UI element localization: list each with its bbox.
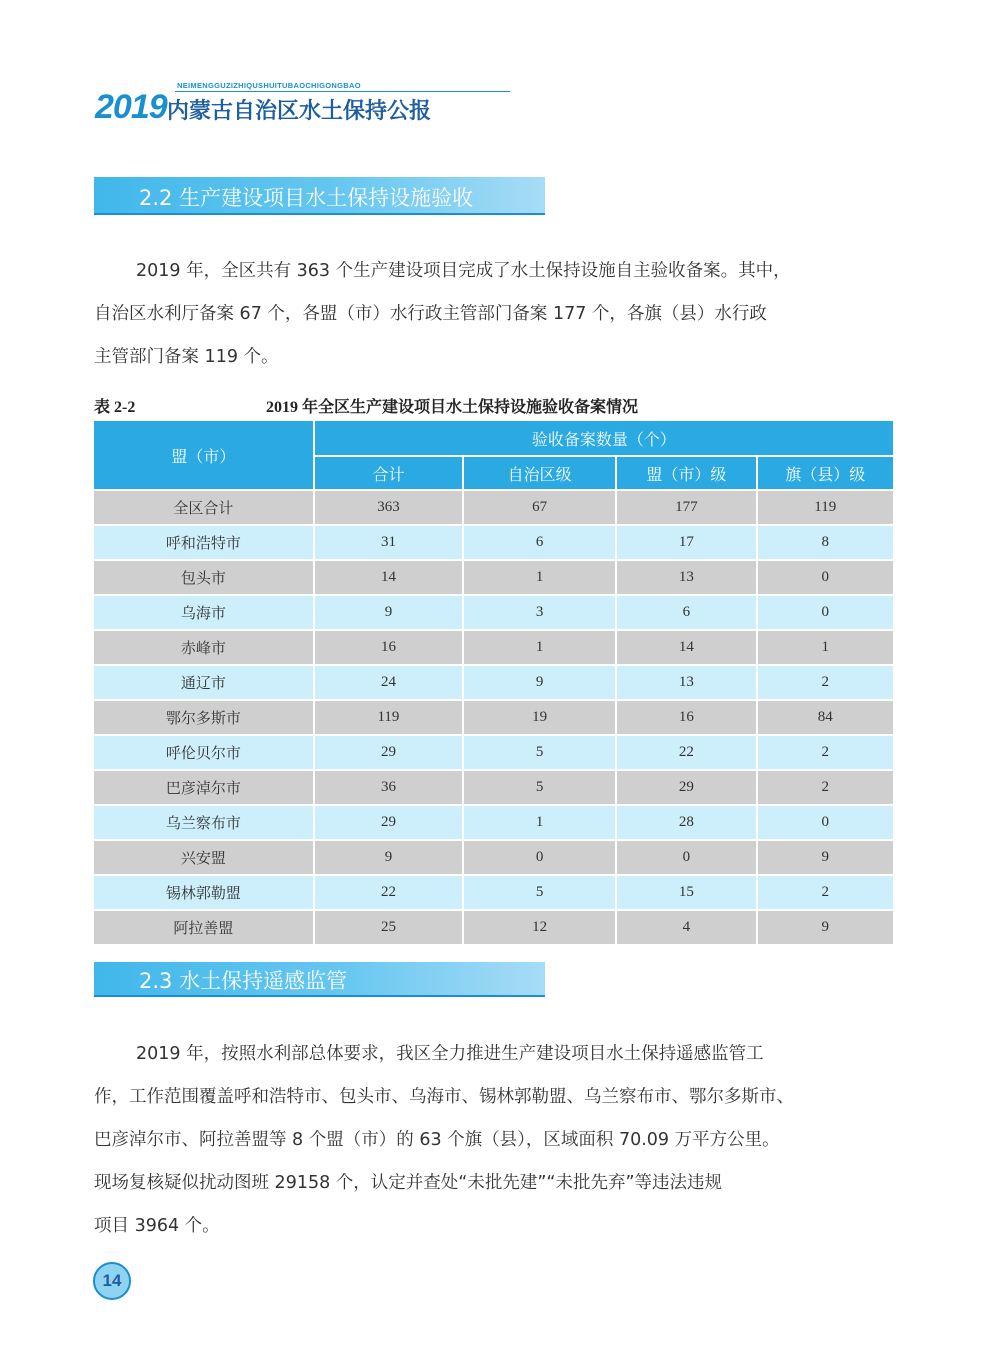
table-cell-value: 5 — [464, 876, 615, 911]
page-header — [95, 80, 515, 130]
table-cell-value: 28 — [617, 806, 755, 841]
table-cell-value: 13 — [617, 666, 755, 701]
table-cell-region: 赤峰市 — [94, 631, 313, 666]
table-cell-value: 2 — [758, 876, 893, 911]
column-header-region: 盟（市） — [94, 421, 313, 491]
section-heading-2-2 — [94, 177, 545, 215]
table-cell-value: 67 — [464, 491, 615, 526]
table-cell-value: 1 — [464, 806, 615, 841]
table-cell-value: 14 — [617, 631, 755, 666]
table-cell-value: 119 — [315, 701, 462, 736]
paragraph-line: 自治区水利厅备案 67 个，各盟（市）水行政主管部门备案 177 个，各旗（县）水行政 — [94, 304, 767, 324]
table-cell-value: 0 — [464, 841, 615, 876]
table-number: 表 2-2 — [94, 399, 136, 416]
table-cell-value: 29 — [617, 771, 755, 806]
table-body — [94, 491, 893, 946]
paragraph-line: 2019 年，全区共有 363 个生产建设项目完成了水土保持设施自主验收备案。其中， — [136, 261, 791, 281]
table-cell-value: 9 — [315, 841, 462, 876]
table-cell-region: 锡林郭勒盟 — [94, 876, 313, 911]
table-cell-value: 0 — [617, 841, 755, 876]
section-heading-text: 2.2 生产建设项目水土保持设施验收 — [139, 186, 474, 210]
table-cell-value: 8 — [758, 526, 893, 561]
paragraph-line: 现场复核疑似扰动图班 29158 个，认定并查处“未批先建”“未批先弃”等违法违规 — [94, 1173, 723, 1193]
table-cell-value: 36 — [315, 771, 462, 806]
table-title: 2019 年全区生产建设项目水土保持设施验收备案情况 — [266, 399, 639, 416]
table-cell-value: 6 — [617, 596, 755, 631]
table-cell-value: 5 — [464, 771, 615, 806]
table-cell-value: 1 — [758, 631, 893, 666]
table-cell-value: 24 — [315, 666, 462, 701]
table-cell-region: 乌兰察布市 — [94, 806, 313, 841]
paragraph-line: 作，工作范围覆盖呼和浩特市、包头市、乌海市、锡林郭勒盟、乌兰察布市、鄂尔多斯市、 — [94, 1087, 794, 1107]
paragraph-line: 巴彦淖尔市、阿拉善盟等 8 个盟（市）的 63 个旗（县），区域面积 70.09 万平方公里。 — [94, 1130, 780, 1150]
table-row — [94, 631, 893, 666]
table-row — [94, 806, 893, 841]
table-row — [94, 526, 893, 561]
table-cell-value: 4 — [617, 911, 755, 946]
table-cell-value: 17 — [617, 526, 755, 561]
header-rule — [175, 91, 510, 92]
column-group-header: 验收备案数量（个） — [315, 421, 893, 457]
table-cell-value: 19 — [464, 701, 615, 736]
table-cell-value: 0 — [758, 806, 893, 841]
table-caption — [94, 392, 897, 418]
table-cell-value: 29 — [315, 806, 462, 841]
section-2-2-paragraph — [94, 250, 900, 379]
paragraph-line: 项目 3964 个。 — [94, 1216, 220, 1236]
paragraph-line: 主管部门备案 119 个。 — [94, 347, 279, 367]
column-header-total: 合计 — [315, 457, 462, 491]
header-pinyin: NEIMENGGUZIZHIQUSHUITUBAOCHIGONGBAO — [177, 81, 361, 90]
table-cell-value: 363 — [315, 491, 462, 526]
table-row — [94, 701, 893, 736]
column-header-region-level: 自治区级 — [464, 457, 615, 491]
table-cell-value: 1 — [464, 561, 615, 596]
table-cell-value: 22 — [315, 876, 462, 911]
table-cell-value: 2 — [758, 771, 893, 806]
table-row — [94, 666, 893, 701]
table-cell-value: 31 — [315, 526, 462, 561]
section-heading-text: 2.3 水土保持遥感监管 — [139, 969, 348, 993]
table-row — [94, 771, 893, 806]
table-cell-value: 14 — [315, 561, 462, 596]
table-cell-region: 乌海市 — [94, 596, 313, 631]
table-cell-region: 包头市 — [94, 561, 313, 596]
column-header-banner-level: 旗（县）级 — [758, 457, 893, 491]
table-cell-value: 6 — [464, 526, 615, 561]
table-cell-value: 84 — [758, 701, 893, 736]
section-2-3-paragraph — [94, 1033, 900, 1248]
table-cell-value: 25 — [315, 911, 462, 946]
table-row — [94, 491, 893, 526]
table-cell-region: 阿拉善盟 — [94, 911, 313, 946]
table-cell-value: 16 — [315, 631, 462, 666]
table-cell-region: 呼和浩特市 — [94, 526, 313, 561]
table-cell-value: 9 — [758, 911, 893, 946]
table-cell-value: 2 — [758, 666, 893, 701]
table-cell-region: 呼伦贝尔市 — [94, 736, 313, 771]
table-cell-value: 22 — [617, 736, 755, 771]
table-cell-region: 全区合计 — [94, 491, 313, 526]
table-cell-value: 3 — [464, 596, 615, 631]
table-cell-value: 0 — [758, 561, 893, 596]
table-cell-value: 9 — [758, 841, 893, 876]
column-header-league-level: 盟（市）级 — [617, 457, 755, 491]
header-title: 内蒙古自治区水土保持公报 — [167, 99, 432, 124]
table-row — [94, 596, 893, 631]
table-cell-value: 177 — [617, 491, 755, 526]
table-cell-value: 9 — [464, 666, 615, 701]
table-cell-value: 2 — [758, 736, 893, 771]
table-cell-value: 119 — [758, 491, 893, 526]
section-heading-2-3 — [94, 962, 545, 997]
table-cell-value: 15 — [617, 876, 755, 911]
table-cell-value: 0 — [758, 596, 893, 631]
table-cell-value: 12 — [464, 911, 615, 946]
paragraph-line: 2019 年，按照水利部总体要求，我区全力推进生产建设项目水土保持遥感监管工 — [136, 1044, 764, 1064]
table-row — [94, 911, 893, 946]
table-cell-value: 29 — [315, 736, 462, 771]
table-cell-region: 通辽市 — [94, 666, 313, 701]
table-row — [94, 876, 893, 911]
table-cell-value: 1 — [464, 631, 615, 666]
table-cell-value: 9 — [315, 596, 462, 631]
header-year: 2019 — [95, 88, 167, 126]
table-cell-region: 兴安盟 — [94, 841, 313, 876]
table-cell-value: 16 — [617, 701, 755, 736]
table-row — [94, 841, 893, 876]
table-row — [94, 736, 893, 771]
page-number: 14 — [93, 1262, 131, 1300]
table-cell-region: 巴彦淖尔市 — [94, 771, 313, 806]
table-cell-region: 鄂尔多斯市 — [94, 701, 313, 736]
acceptance-filing-table — [92, 421, 895, 946]
table-cell-value: 13 — [617, 561, 755, 596]
table-row — [94, 561, 893, 596]
table-cell-value: 5 — [464, 736, 615, 771]
